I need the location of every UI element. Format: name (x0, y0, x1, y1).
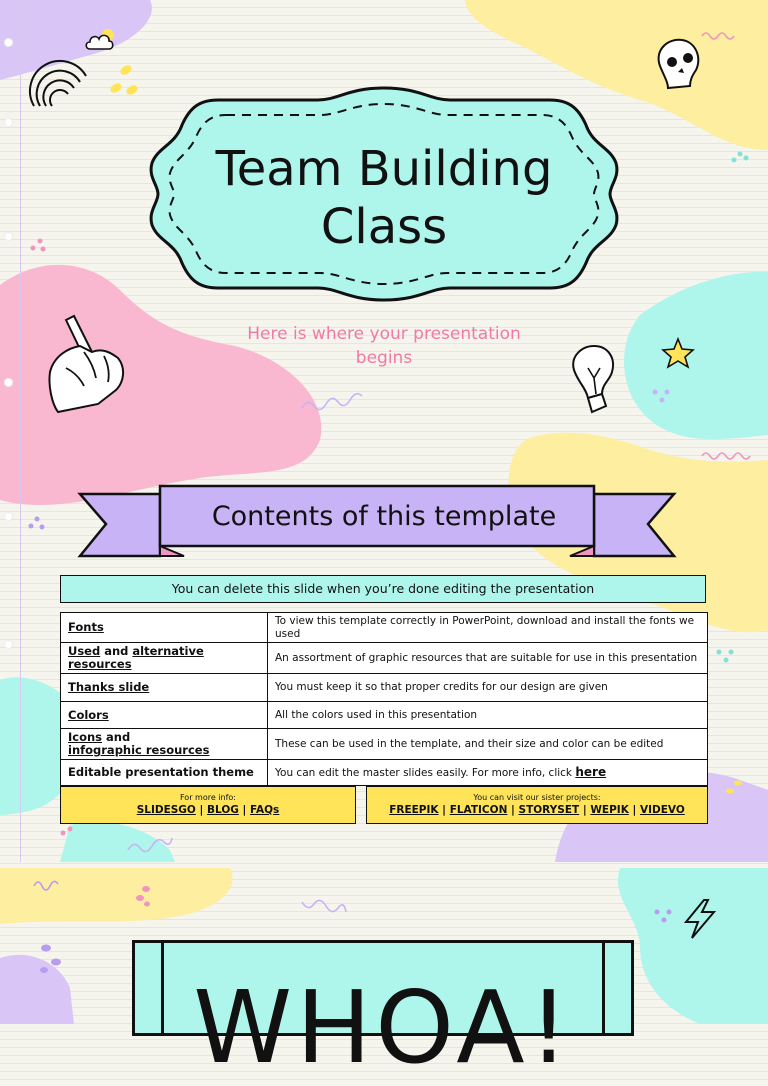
thanks-slide-link[interactable]: Thanks slide (68, 680, 150, 694)
fonts-link[interactable]: Fonts (68, 620, 104, 634)
link-separator: | (507, 804, 519, 816)
label-text: alternative (132, 644, 204, 658)
slidesgo-link[interactable]: SLIDESGO (136, 804, 196, 816)
table-cell: An assortment of graphic resources that are suitable for use in this presentation (268, 643, 708, 674)
label-text: Editable presentation theme (68, 765, 254, 779)
contents-table (60, 612, 708, 786)
table-row (61, 613, 708, 643)
faqs-link[interactable]: FAQs (250, 804, 280, 816)
yellow-dots-icon (108, 62, 138, 98)
binder-hole (4, 118, 13, 127)
lavender-dots-icon (650, 384, 674, 408)
squiggle-icon (126, 834, 174, 856)
lavender-dots-icon (652, 906, 674, 926)
table-cell: You can edit the master slides easily. For more info, click (275, 766, 576, 779)
label-text: resources (68, 657, 132, 671)
subtitle: Here is where your presentation begins (247, 324, 521, 368)
binder-hole (4, 378, 13, 387)
freepik-link[interactable]: FREEPIK (389, 804, 439, 816)
blog-link[interactable]: BLOG (207, 804, 239, 816)
binder-hole (4, 232, 13, 241)
slide-whoa (0, 868, 768, 1086)
link-separator: | (238, 804, 251, 816)
table-row (61, 643, 708, 674)
label-text: and (100, 644, 133, 658)
link-separator: | (195, 804, 207, 816)
lavender-dots-icon (38, 940, 64, 976)
flaticon-link[interactable]: FLATICON (449, 804, 508, 816)
lavender-dots-icon (26, 514, 48, 532)
mint-dots-icon (730, 148, 750, 164)
ribbon-title: Contents of this template (211, 501, 557, 532)
skull-icon (652, 36, 702, 94)
cloud-icon (84, 27, 116, 55)
icons-link[interactable]: Icons (68, 730, 103, 744)
colors-link[interactable]: Colors (68, 707, 109, 722)
squiggle-icon (700, 448, 752, 462)
info-caption: You can visit our sister projects: (473, 793, 601, 802)
table-cell: To view this template correctly in PowerPoint, download and install the fonts we used (268, 613, 708, 643)
binder-hole (4, 640, 13, 649)
lightbulb-icon (566, 344, 622, 416)
videvo-link[interactable]: VIDEVO (640, 804, 685, 816)
squiggle-icon (700, 28, 740, 42)
pink-dots-icon (58, 824, 76, 838)
table-cell: You must keep it so that proper credits for our design are given (268, 674, 708, 702)
link-separator: | (438, 804, 450, 816)
used-link[interactable]: Used (68, 644, 101, 658)
info-caption: For more info: (179, 793, 236, 802)
binder-hole (4, 512, 13, 521)
wepik-link[interactable]: WEPIK (590, 804, 629, 816)
hand-pencil-icon (44, 312, 134, 416)
info-box-left (60, 786, 356, 824)
whoa-frame (132, 940, 634, 1086)
pink-dots-icon (132, 884, 154, 908)
link-separator: | (628, 804, 640, 816)
info-links (61, 803, 355, 817)
table-row (61, 674, 708, 702)
blob-mint-bottom-right (618, 868, 768, 1024)
whoa-title: WHOA! (193, 969, 573, 1086)
lightning-icon (682, 898, 718, 940)
pink-dots-icon (28, 236, 48, 252)
mint-dots-icon (714, 646, 736, 670)
star-icon (660, 337, 696, 369)
table-row (61, 760, 708, 786)
here-link[interactable]: here (575, 764, 607, 779)
infographic-resources-link[interactable]: infographic resources (68, 743, 210, 757)
table-cell: All the colors used in this presentation (268, 702, 708, 729)
rainbow-icon (30, 62, 90, 110)
label-text: and (102, 730, 131, 744)
link-separator: | (579, 804, 591, 816)
delete-notice: You can delete this slide when you’re done editing the presentation (60, 575, 706, 603)
binder-hole (4, 38, 13, 47)
table-row (61, 702, 708, 729)
table-row (61, 729, 708, 760)
page-title: Team Building Class (215, 141, 553, 255)
squiggle-icon (300, 896, 348, 916)
yellow-dots-icon (724, 778, 746, 796)
margin-line (20, 0, 21, 862)
table-cell: These can be used in the template, and their size and color can be edited (268, 729, 708, 760)
info-box-right (366, 786, 708, 824)
squiggle-icon (300, 390, 366, 414)
info-links (367, 803, 707, 817)
storyset-link[interactable]: STORYSET (518, 804, 580, 816)
squiggle-icon (32, 874, 62, 892)
